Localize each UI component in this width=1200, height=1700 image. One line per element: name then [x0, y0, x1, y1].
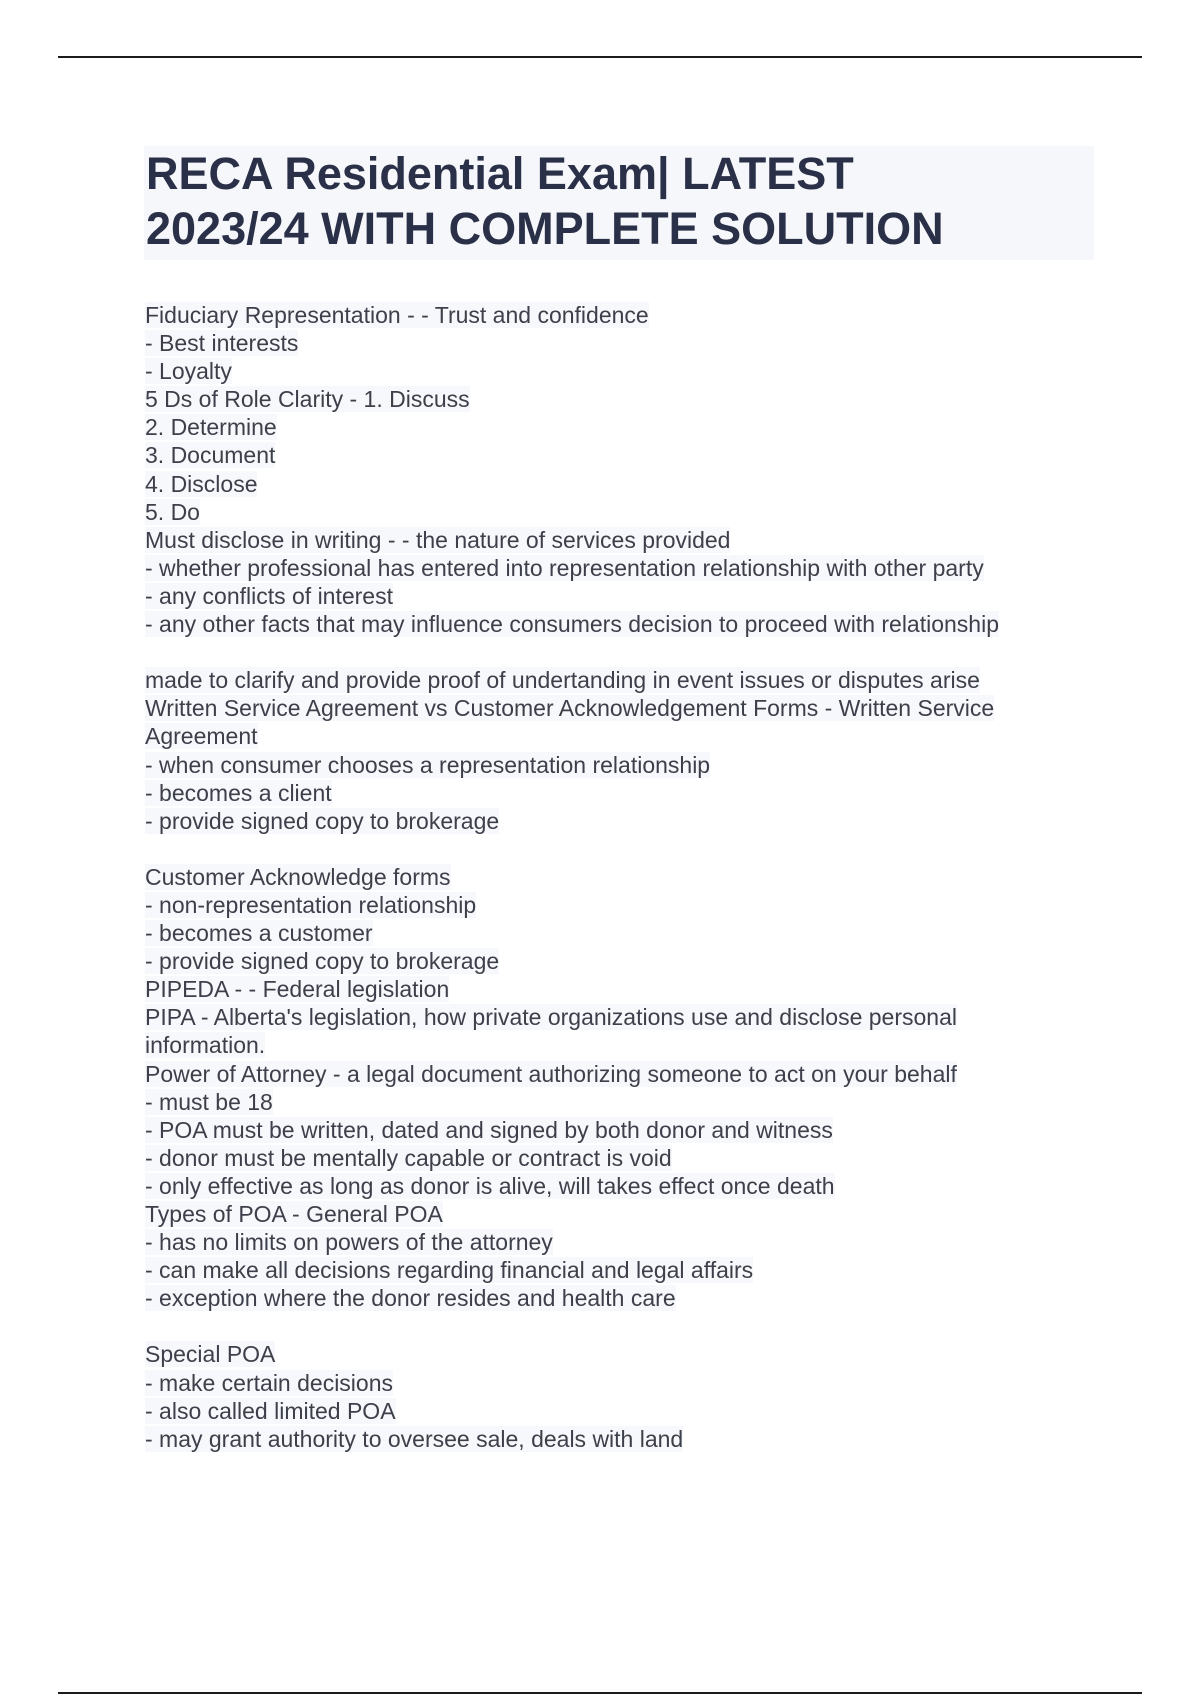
- text-line-content: - becomes a client: [145, 779, 332, 806]
- text-line: [145, 385, 1105, 413]
- text-line-content: - any other facts that may influence consumers decision to proceed with relationship: [145, 611, 999, 638]
- text-line: [145, 1284, 1105, 1312]
- text-line-content: - can make all decisions regarding financial and legal affairs: [145, 1257, 754, 1284]
- text-line-content: - make certain decisions: [145, 1369, 393, 1396]
- text-line: [145, 357, 1105, 385]
- text-line: [145, 301, 1105, 329]
- text-line-content: - provide signed copy to brokerage: [145, 948, 500, 975]
- text-line: [145, 329, 1105, 357]
- text-line-content: - also called limited POA: [145, 1397, 396, 1424]
- text-line: [145, 413, 1105, 441]
- text-line: [145, 807, 1105, 835]
- text-line: [145, 1397, 1105, 1425]
- text-line-content: PIPA - Alberta's legislation, how private organizations use and disclose personal: [145, 1004, 957, 1031]
- text-line-content: - POA must be written, dated and signed by both donor and witness: [145, 1116, 833, 1143]
- title-line-2: 2023/24 WITH COMPLETE SOLUTION: [146, 203, 944, 254]
- text-line: [145, 947, 1105, 975]
- text-line: [145, 1340, 1105, 1368]
- text-line-content: Customer Acknowledge forms: [145, 863, 451, 890]
- document-body: [145, 301, 1105, 1453]
- text-line: [145, 1369, 1105, 1397]
- text-line: [145, 1256, 1105, 1284]
- bottom-rule: [58, 1692, 1142, 1694]
- text-line: [145, 1003, 1105, 1031]
- text-line: [145, 498, 1105, 526]
- text-line-content: - exception where the donor resides and health care: [145, 1285, 676, 1312]
- text-line: [145, 610, 1105, 638]
- text-line-content: made to clarify and provide proof of undertanding in event issues or disputes arise: [145, 667, 980, 694]
- text-line-content: - may grant authority to oversee sale, deals with land: [145, 1425, 684, 1452]
- text-line: [145, 1031, 1105, 1059]
- text-line: [145, 1060, 1105, 1088]
- text-line: [145, 1425, 1105, 1453]
- text-line: [145, 779, 1105, 807]
- text-line-content: 3. Document: [145, 442, 276, 469]
- text-line: [145, 975, 1105, 1003]
- text-line: [145, 582, 1105, 610]
- text-line: [145, 441, 1105, 469]
- text-line-content: Power of Attorney - a legal document authorizing someone to act on your behalf: [145, 1060, 957, 1087]
- text-line: [145, 1228, 1105, 1256]
- text-line-content: - provide signed copy to brokerage: [145, 807, 500, 834]
- text-line-content: Fiduciary Representation - - Trust and confidence: [145, 302, 649, 328]
- text-line: [145, 722, 1105, 750]
- text-line: [145, 863, 1105, 891]
- text-line: [145, 470, 1105, 498]
- text-line-content: Special POA: [145, 1341, 276, 1368]
- text-line: [145, 1144, 1105, 1172]
- text-line: [145, 638, 1105, 666]
- text-line-content: Types of POA - General POA: [145, 1201, 443, 1227]
- text-line-content: - Best interests: [145, 330, 299, 357]
- text-line-content: - any conflicts of interest: [145, 582, 393, 609]
- text-line-content: - must be 18: [145, 1088, 273, 1115]
- text-line-content: - non-representation relationship: [145, 891, 477, 918]
- text-line: [145, 554, 1105, 582]
- text-line: [145, 751, 1105, 779]
- text-line-content: 2. Determine: [145, 414, 277, 441]
- document-title: [144, 146, 1094, 260]
- text-line-content: - when consumer chooses a representation relationship: [145, 751, 711, 778]
- text-line: [145, 1116, 1105, 1144]
- text-line: [145, 1312, 1105, 1340]
- text-line-content: Must disclose in writing - - the nature of services provided: [145, 526, 731, 553]
- text-line: [145, 919, 1105, 947]
- text-line-content: - whether professional has entered into representation relationship with other party: [145, 554, 984, 581]
- title-line-1: RECA Residential Exam| LATEST: [146, 148, 854, 199]
- text-line-content: 5 Ds of Role Clarity - 1. Discuss: [145, 386, 470, 413]
- text-line: [145, 666, 1105, 694]
- text-line-content: Written Service Agreement vs Customer Acknowledgement Forms - Written Service: [145, 695, 995, 722]
- text-line: [145, 694, 1105, 722]
- text-line-content: PIPEDA - - Federal legislation: [145, 976, 450, 1003]
- text-line: [145, 1200, 1105, 1228]
- text-line: [145, 1088, 1105, 1116]
- text-line-content: - becomes a customer: [145, 920, 373, 947]
- text-line: [145, 1172, 1105, 1200]
- text-line-content: - has no limits on powers of the attorney: [145, 1229, 553, 1256]
- text-line: [145, 891, 1105, 919]
- top-rule: [58, 56, 1142, 58]
- text-line-content: - donor must be mentally capable or contract is void: [145, 1144, 672, 1171]
- text-line-content: - only effective as long as donor is alive, will takes effect once death: [145, 1172, 835, 1199]
- text-line: [145, 835, 1105, 863]
- text-line-content: Agreement: [145, 723, 258, 750]
- text-line-content: - Loyalty: [145, 358, 232, 385]
- text-line-content: information.: [145, 1032, 266, 1059]
- text-line-content: 4. Disclose: [145, 470, 258, 497]
- text-line-content: 5. Do: [145, 498, 200, 525]
- text-line: [145, 526, 1105, 554]
